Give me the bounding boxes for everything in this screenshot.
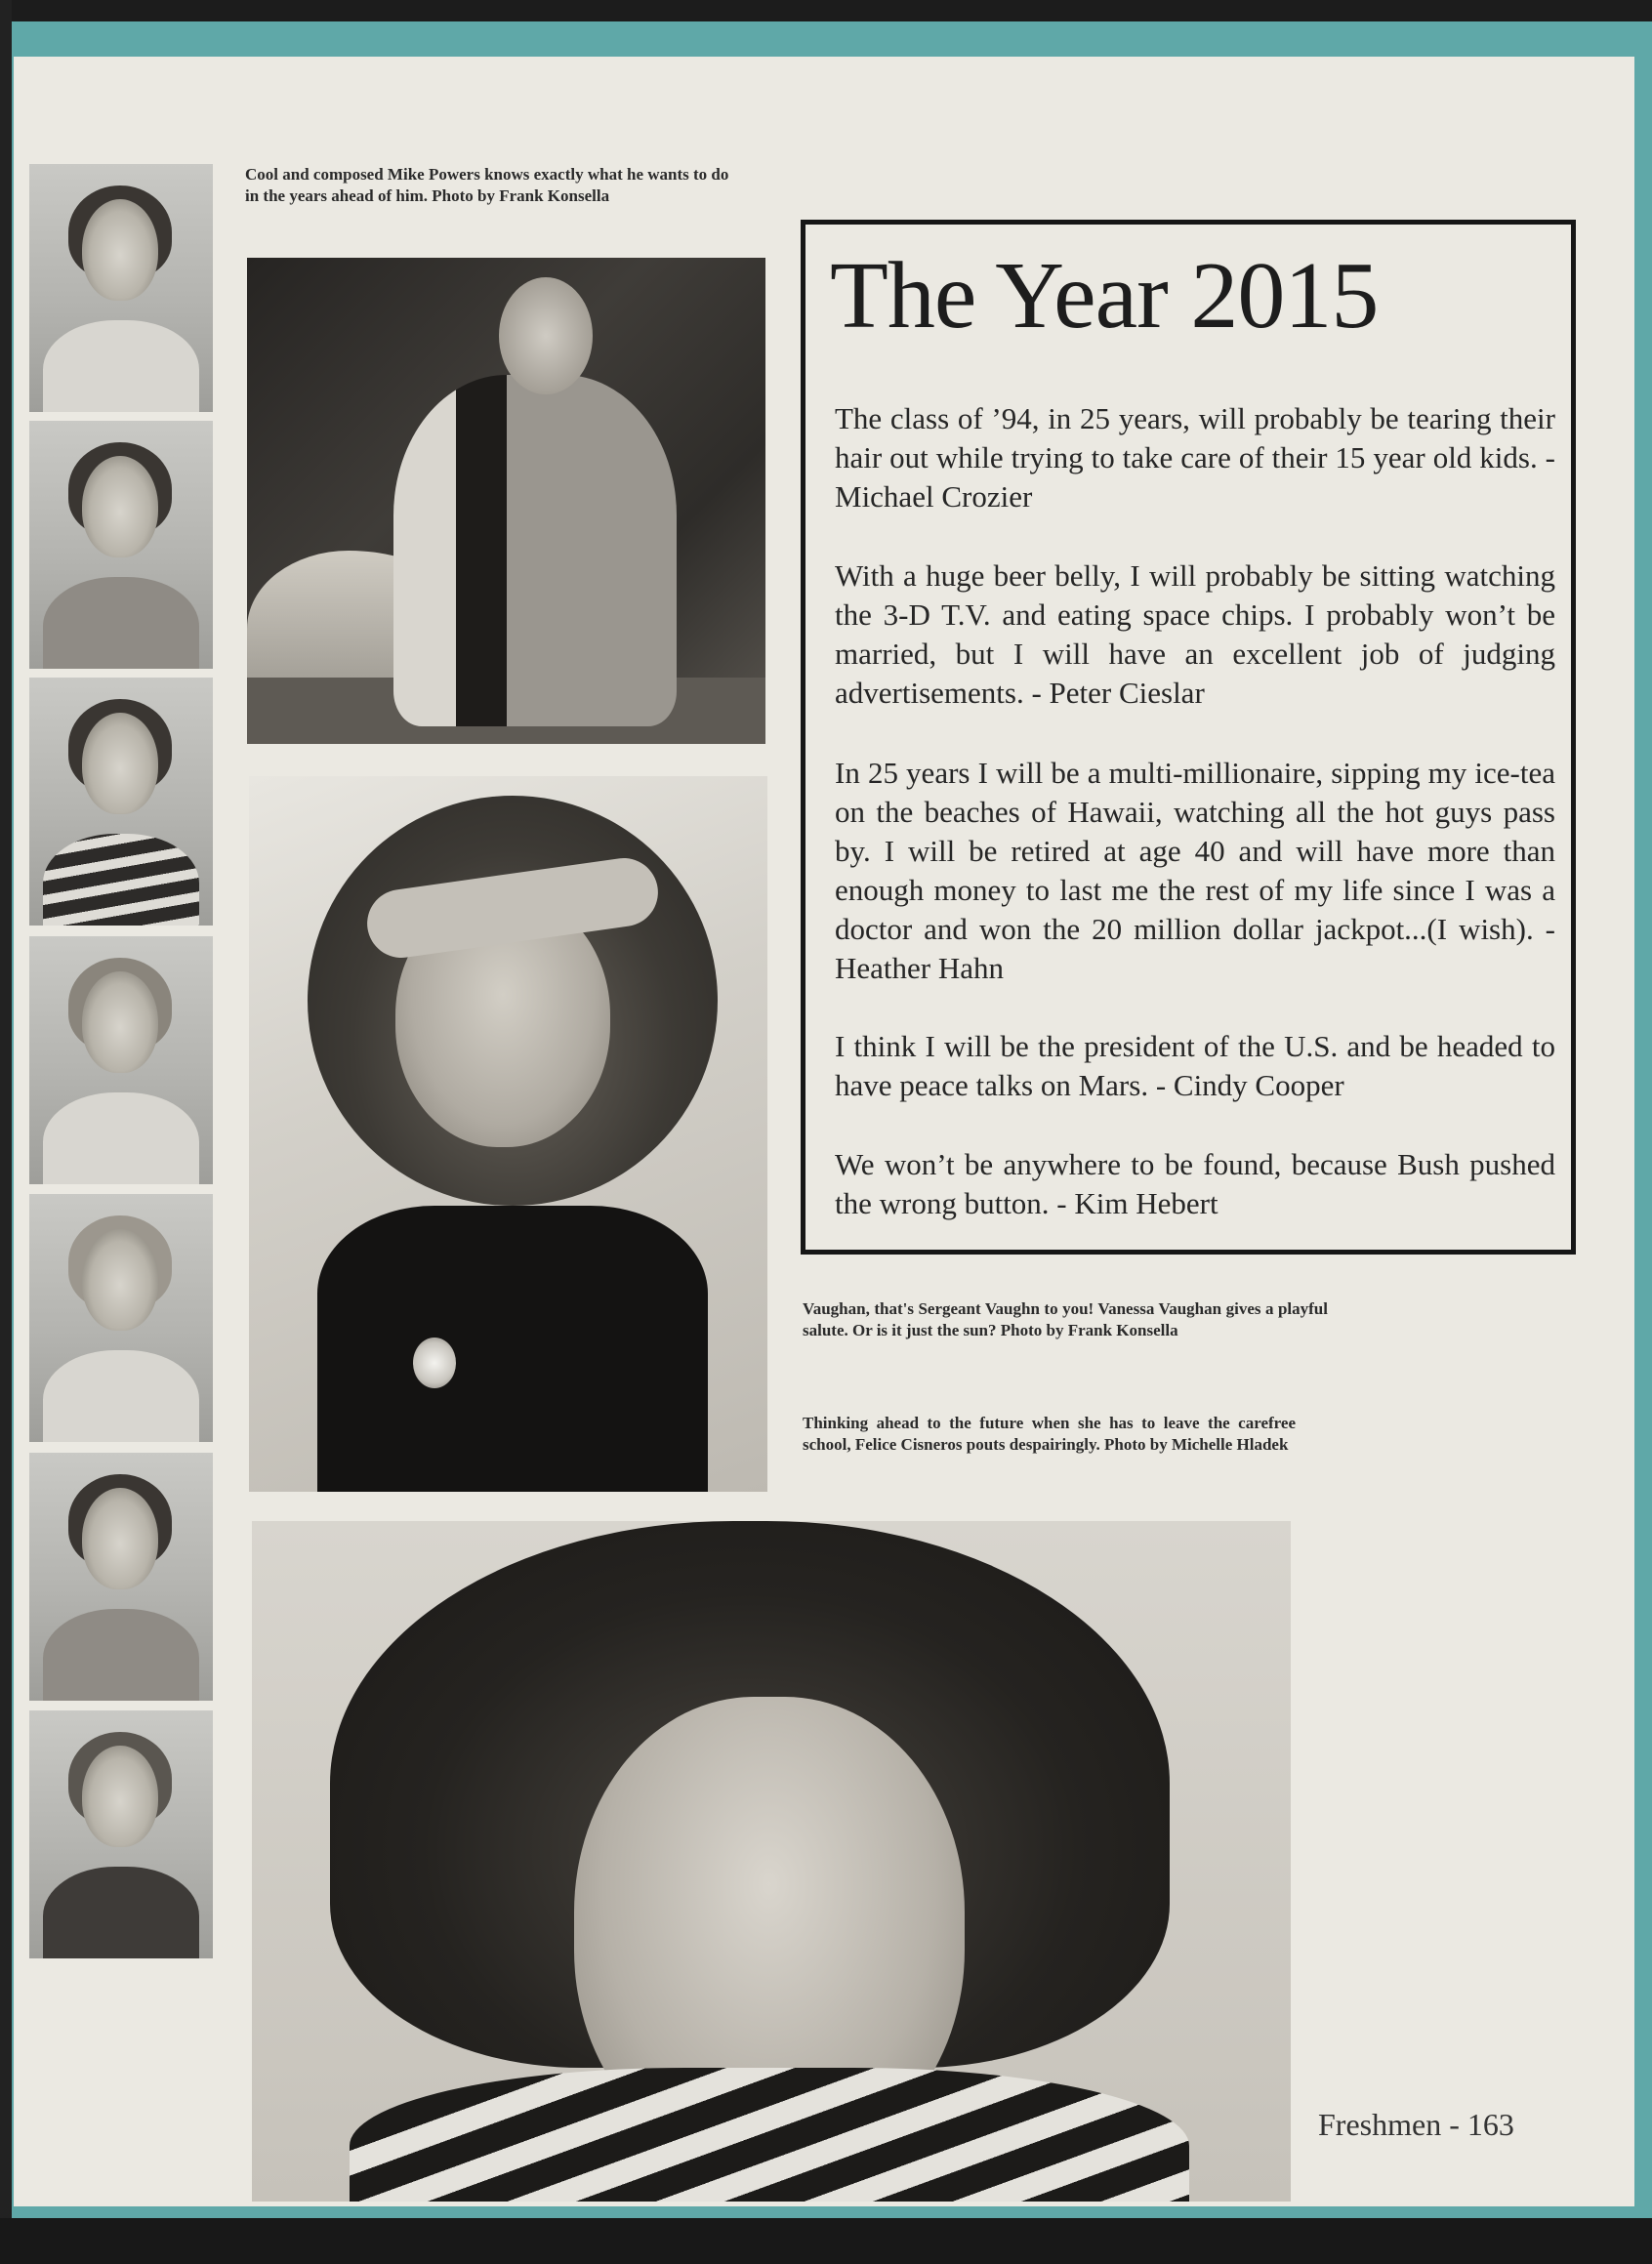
- portrait-face: [82, 456, 158, 557]
- feature-title: The Year 2015: [830, 243, 1379, 349]
- portrait-torso: [43, 320, 199, 412]
- portrait-torso: [43, 1092, 199, 1184]
- portrait-torso: [43, 834, 199, 926]
- photo-halter-top: [317, 1206, 708, 1492]
- portrait-face: [82, 971, 158, 1073]
- portrait-face: [82, 713, 158, 814]
- feature-quote-2: With a huge beer belly, I will probably be sitting watching the 3-D T.V. and eating space chips. I probably won’t be married, but I will have an excellent job of judging advertisements. - Peter Cieslar: [835, 558, 1555, 710]
- portrait-face: [82, 1229, 158, 1331]
- portrait-photo-4: [29, 936, 213, 1184]
- portrait-face: [82, 1746, 158, 1847]
- portrait-face: [82, 199, 158, 301]
- portrait-photo-5: [29, 1194, 213, 1442]
- photo-brooch: [413, 1338, 456, 1388]
- feature-quote-1: The class of ’94, in 25 years, will probably be tearing their hair out while trying to take care of their 15 year old kids. - Michael Crozier: [835, 401, 1555, 514]
- portrait-torso: [43, 577, 199, 669]
- portrait-photo-3: [29, 678, 213, 926]
- scan-top-edge: [0, 0, 1652, 21]
- portrait-torso: [43, 1867, 199, 1958]
- portrait-torso: [43, 1609, 199, 1701]
- felice-photo-caption: Thinking ahead to the future when she has to leave the carefree school, Felice Cisneros pouts despairingly. Photo by Michelle Hladek: [803, 1414, 1296, 1454]
- vanessa-photo-caption: Vaughan, that's Sergeant Vaughn to you! Vanessa Vaughan gives a playful salute. Or is it just the sun? Photo by Frank Konsella: [803, 1299, 1328, 1339]
- vanessa-vaughan-photo: [249, 776, 767, 1492]
- mike-powers-photo: [247, 258, 765, 744]
- photo-striped-shirt: [350, 2068, 1189, 2202]
- portrait-photo-2: [29, 421, 213, 669]
- mike-photo-caption: Cool and composed Mike Powers knows exactly what he wants to do in the years ahead of him. Photo by Frank Konsella: [245, 165, 729, 205]
- photo-face: [499, 277, 593, 394]
- portrait-torso: [43, 1350, 199, 1442]
- portrait-photo-7: [29, 1710, 213, 1958]
- page-number: Freshmen - 163: [1318, 2107, 1514, 2142]
- portrait-photo-6: [29, 1453, 213, 1701]
- portrait-face: [82, 1488, 158, 1589]
- feature-quote-4: I think I will be the president of the U.S. and be headed to have peace talks on Mars. - Cindy Cooper: [835, 1029, 1555, 1102]
- scan-bottom-edge: [0, 2218, 1652, 2264]
- feature-quote-3: In 25 years I will be a multi-millionaire, sipping my ice-tea on the beaches of Hawaii, watching all the hot guys pass by. I will be retired at age 40 and will have more than enough money to last me the rest of my life since I was a doctor and won the 20 million dollar jackpot...(I wish). - Heather Hahn: [835, 756, 1555, 985]
- photo-figure: [393, 375, 677, 726]
- feature-quote-5: We won’t be anywhere to be found, because Bush pushed the wrong button. - Kim Hebert: [835, 1147, 1555, 1220]
- portrait-photo-1: [29, 164, 213, 412]
- scan-left-edge: [0, 0, 12, 2264]
- felice-cisneros-photo: [252, 1521, 1291, 2202]
